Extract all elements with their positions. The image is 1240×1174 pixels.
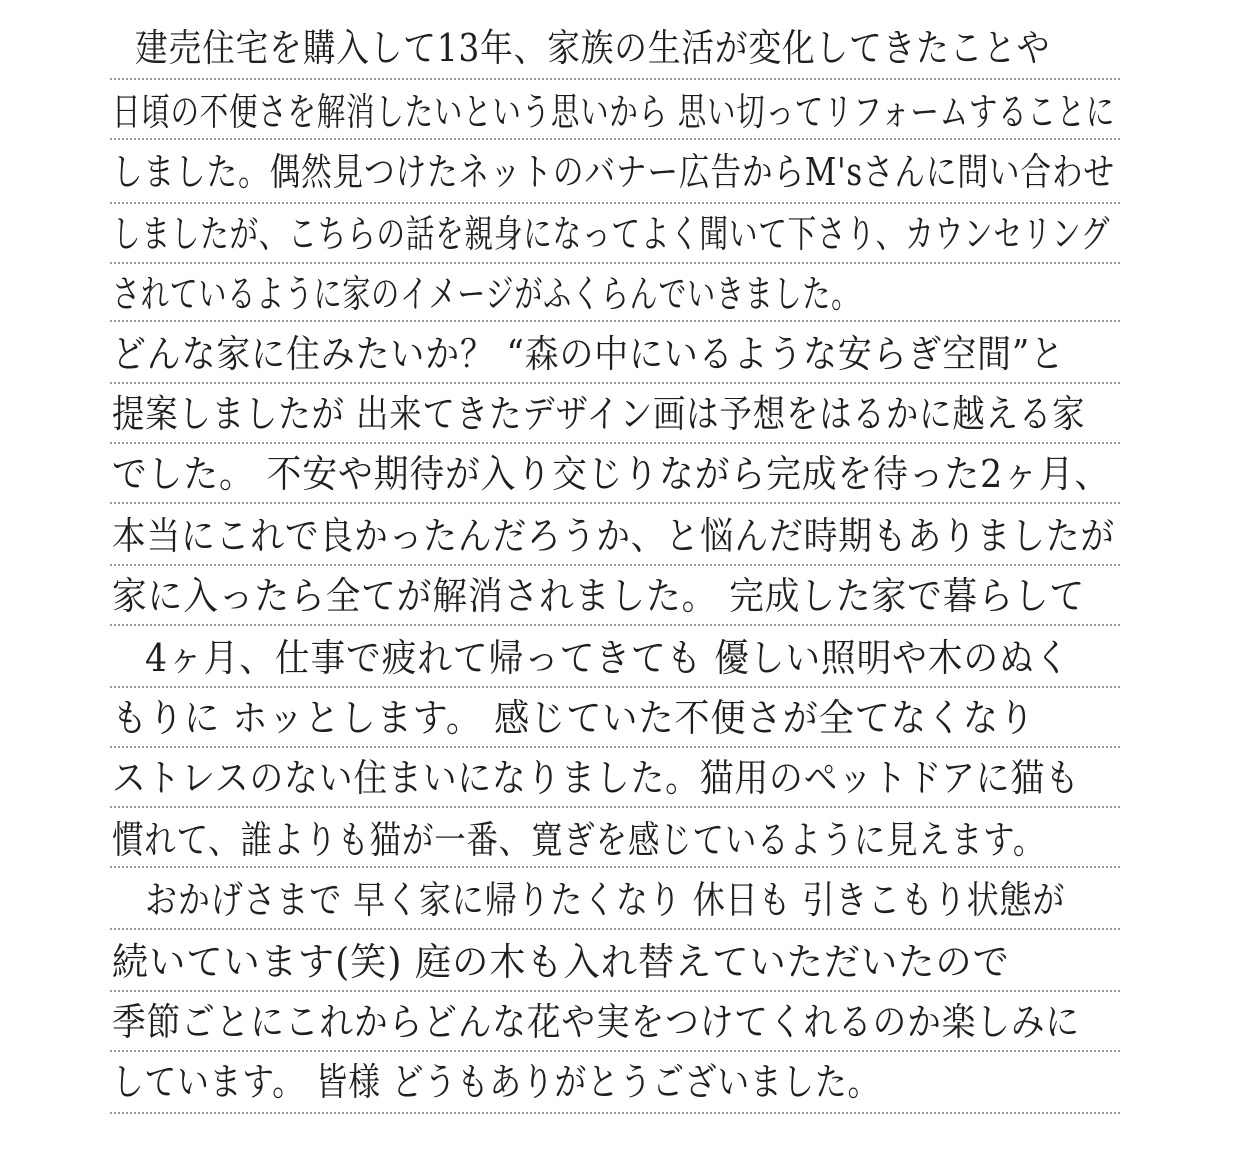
- letter-line: おかげさまで 早く家に帰りたくなり 休日も 引きこもり状態が: [145, 878, 1066, 922]
- letter-line: 本当にこれで良かったんだろうか、と悩んだ時期もありましたが: [112, 514, 1116, 558]
- letter-line: されているように家のイメージがふくらんでいきました。: [112, 272, 860, 316]
- letter-line: 続いています(笑) 庭の木も入れ替えていただいたので: [112, 940, 1010, 984]
- letter-line: どんな家に住みたいか？ “森の中にいるような安らぎ空間”と: [112, 332, 1065, 376]
- ruled-line: [110, 1112, 1120, 1114]
- letter-line: しています。 皆様 どうもありがとうございました。: [112, 1060, 881, 1104]
- letter-line: 季節ごとにこれからどんな花や実をつけてくれるのか楽しみに: [112, 1000, 1081, 1044]
- letter-line: 建売住宅を購入して13年、家族の生活が変化してきたことや: [135, 26, 1051, 70]
- letter-line: しました。偶然見つけたネットのバナー広告からM'sさんに問い合わせ: [112, 150, 1115, 194]
- letter-line: でした。 不安や期待が入り交じりながら完成を待った2ヶ月、: [112, 452, 1111, 496]
- letter-line: ストレスのない住まいになりました。猫用のペットドアに猫も: [112, 756, 1080, 800]
- letter-line: 家に入ったら全てが解消されました。 完成した家で暮らして: [112, 574, 1086, 618]
- letter-line: 日頃の不便さを解消したいという思いから 思い切ってリフォームすることに: [112, 90, 1116, 134]
- letter-line: もりに ホッとします。 感じていた不便さが全てなくなり: [112, 696, 1036, 740]
- ruled-line: [110, 78, 1120, 80]
- letter-line: 4ヶ月、仕事で疲れて帰ってきても 優しい照明や木のぬく: [145, 636, 1071, 680]
- letter-line: しましたが、こちらの話を親身になってよく聞いて下さり、カウンセリング: [112, 212, 1111, 256]
- letter-line: 慣れて、誰よりも猫が一番、寛ぎを感じているように見えます。: [112, 818, 1046, 862]
- letter-line: 提案しましたが 出来てきたデザイン画は予想をはるかに越える家: [112, 392, 1086, 436]
